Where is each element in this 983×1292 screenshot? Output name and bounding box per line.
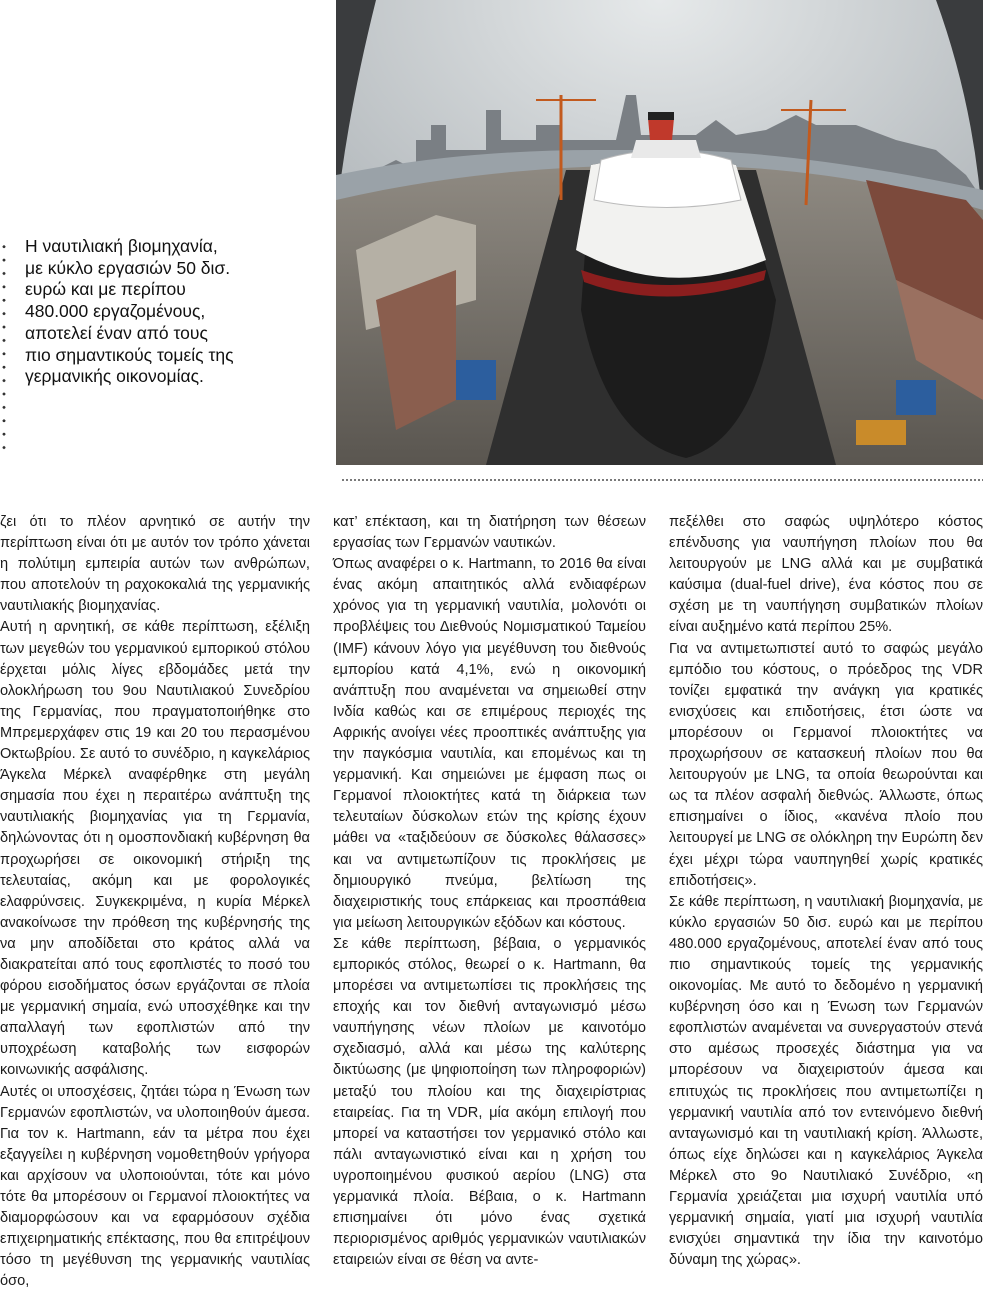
paragraph: ζει ότι το πλέον αρνητικό σε αυτήν την περίπτωση είναι ότι με αυτόν τον τρόπο χάνεται η πολύτιμη εμπειρία αυτών των ανθρώπων, που αποτελούν τη ραχοκοκαλιά της γερμανικής ναυτιλιακής βιομηχανίας. [0,514,310,615]
pull-quote-dot-rule [0,240,8,455]
paragraph: Για να αντιμετωπιστεί αυτό το σαφώς μεγάλο εμπόδιο του κόστους, ο πρόεδρος της VDR τονίζει εμφατικά την ανάγκη για κρατικές ενισχύσεις και επιδοτήσεις, έτσι ώστε να μπορέσουν οι Γερμανοί πλοιοκτήτες να προχωρήσουν σε κατασκευή πλοίων που θα λειτουργούν με LNG, τα οποία θεωρούνται και ως τα πλέον ασφαλή διεθνώς. Άλλωστε, όπως επισημαίνει ο ίδιος, «κανένα πλοίο που λειτουργεί με LNG σε ολόκληρη την Ευρώπη δεν έχει μέχρι τώρα ναυπηγηθεί χωρίς κρατικές επιδοτήσεις». [669,640,983,889]
paragraph: Αυτές οι υποσχέσεις, ζητάει τώρα η Ένωση των Γερμανών εφοπλιστών, να υλοποιηθούν άμεσα. Για τον κ. Hartmann, εάν τα μέτρα που έχει εξαγγείλει η κυβέρνηση νομοθετηθούν γρήγορα και αρχίσουν να υλοποιούνται, τότε και μόνο τότε θα μπορέσουν οι Γερμανοί πλοιοκτήτες να διαμορφώσουν και να εφαρμόσουν σχέδια επιχειρηματικής επέκτασης, που θα επιτρέψουν τόσο τη μεγέθυνση της γερμανικής ναυτιλίας όσο, [0,1083,310,1290]
dotted-divider [341,478,983,482]
paragraph: Σε κάθε περίπτωση, η ναυτιλιακή βιομηχανία, με κύκλο εργασιών 50 δισ. ευρώ και με περίπου 480.000 εργαζομένους, αποτελεί έναν από τους πιο σημαντικούς τομείς της γερμανικής οικονομίας. Με αυτό το δεδομένο η γερμανική κυβέρνηση όσο και η Ένωση των Γερμανών εφοπλιστών αναμένεται να συνεργαστούν στενά στο αμέσως προσεχές διάστημα για να μπορέσουν να διαχειριστούν άμεσα και επιτυχώς τις προκλήσεις που αντιμετωπίζει η γερμανική ναυτιλία από τον εντεινόμενο διεθνή ανταγωνισμό και τη ναυτιλιακή κρίση. Άλλωστε, όπως είχε δηλώσει και η καγκελάριος Άγκελα Μέρκελ στο 9ο Ναυτιλιακό Συνέδριο, «η Γερμανία χρειάζεται μια ισχυρή ναυτιλία υπό γερμανική σημαία, γιατί μια ισχυρή ναυτιλία ενισχύει σημαντικά την ίδια την καινοτόμο δύναμη της χώρας». [669,893,983,1269]
article-column-3 [669,512,983,1271]
article-column-2 [333,512,646,1271]
paragraph: κατ’ επέκταση, και τη διατήρηση των θέσεων εργασίας των Γερμανών ναυτικών. [333,514,646,552]
paragraph: πεξέλθει στο σαφώς υψηλότερο κόστος επένδυσης για ναυπήγηση πλοίων που θα λειτουργούν με LNG αλλά και με συμβατικά καύσιμα (dual-fuel drive), ένα κόστος που σε σχέση με τη ναυπήγηση συμβατικών πλοίων είναι αυξημένο κατά περίπου 25%. [669,514,983,636]
paragraph: Σε κάθε περίπτωση, βέβαια, ο γερμανικός εμπορικός στόλος, θεωρεί ο κ. Hartmann, θα μπορέσει να αντιμετωπίσει τις προκλήσεις της εποχής και τον διεθνή ανταγωνισμό μέσω ναυπήγησης νέων πλοίων με καινοτόμο σχεδιασμό, αλλά και μέσω της καλύτερης δικτύωσης (με ψηφιοποίηση των πληροφοριών) μεταξύ του πλοίου και της διαχειρίστριας εταιρείας. Για τη VDR, μία ακόμη επιλογή που μπορεί να καταστήσει τον γερμανικό στόλο και πάλι ανταγωνιστικό είναι και η χρήση του υγροποιημένου φυσικού αερίου (LNG) στα γερμανικά πλοία. Βέβαια, ο κ. Hartmann επισημαίνει ότι μόνο ένας σχετικά περιορισμένος αριθμός γερμανικών ναυτιλιακών εταιρειών είναι σε θέση να αντε- [333,935,646,1269]
paragraph: Όπως αναφέρει ο κ. Hartmann, το 2016 θα είναι ένας ακόμη απαιτητικός αλλά ενδιαφέρων χρόνος για τη γερμανική ναυτιλία, μολονότι οι προβλέψεις του Διεθνούς Νομισματικού Ταμείου (IMF) κάνουν λόγο για μεγέθυνση του διεθνούς εμπορίου κατά 4,1%, ενώ η οικονομική ανάπτυξη που αναμένεται να σημειωθεί στην Ινδία καθώς και σε επιμέρους περιοχές της Αφρικής ανοίγει νέες προοπτικές ανάπτυξης για την παγκόσμια ναυτιλία, και επομένως και τη γερμανική. Και σημειώνει με έμφαση πως οι Γερμανοί πλοιοκτήτες κατά τη διάρκεια των τελευταίων δύσκολων ετών της κρίσης έχουν μάθει να «ταξιδεύουν σε δύσκολες θάλασσες» και να αντιμετωπίζουν τις προκλήσεις με δημιουργικό πνεύμα, βελτίωση της διαχειριστικής τους επάρκειας και προσπάθεια για μείωση λειτουργικών εξόδων και κόστους. [333,556,646,931]
paragraph: Αυτή η αρνητική, σε κάθε περίπτωση, εξέλιξη των μεγεθών του γερμανικού εμπορικού στόλου έρχεται μόλις λίγες εβδομάδες μετά την ολοκλήρωση του 9ου Ναυτιλιακού Συνεδρίου της Γερμανίας, που πραγματοποιήθηκε στο Μπρεμερχάφεν στις 19 και 20 του περασμένου Οκτωβρίου. Σε αυτό το συνέδριο, η καγκελάριος Άγκελα Μέρκελ αναφέρθηκε στη μεγάλη σημασία που έχει η περαιτέρω ανάπτυξη της ναυτιλιακής βιομηχανίας για τη Γερμανία, δηλώνοντας ότι η ομοσπονδιακή κυβέρνηση θα προχωρήσει σε οικονομική στήριξη της τελευταίας, ακόμη και με φορολογικές ελαφρύνσεις. Συγκεκριμένα, η κυρία Μέρκελ ανακοίνωσε την πρόθεση της κυβέρνησής της να μην αποδίδεται στο κράτος αλλά να διακρατείται από τους εφοπλιστές το ποσό του φόρου εισοδήματος όσων εργάζονται σε πλοία με γερμανική σημαία, ενώ υποσχέθηκε και την απαλλαγή των εφοπλιστών από την υποχρέωση καταβολής των εισφορών κοινωνικής ασφάλισης. [0,619,310,1079]
pull-quote: Η ναυτιλιακή βιομηχανία, με κύκλο εργασιών 50 δισ. ευρώ και με περίπου 480.000 εργαζομένους, αποτελεί έναν από τους πιο σημαντικούς τομείς της γερμανικής οικονομίας. [25,236,234,387]
article-column-1 [0,512,310,1292]
dry-dock-photo [336,0,983,465]
